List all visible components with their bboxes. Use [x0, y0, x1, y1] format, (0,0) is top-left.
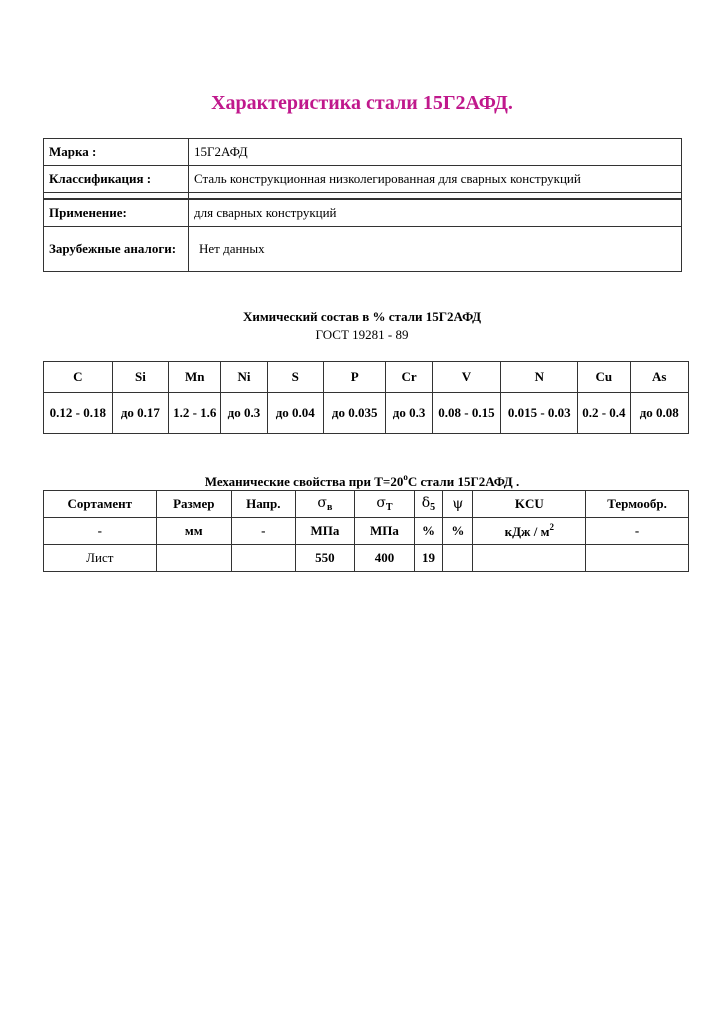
element-n: N	[501, 362, 578, 393]
value-cu: 0.2 - 0.4	[578, 393, 630, 434]
chem-composition-table	[43, 361, 689, 434]
header-direction: Напр.	[231, 491, 295, 518]
classification-row	[44, 166, 682, 193]
element-v: V	[432, 362, 501, 393]
application-row	[44, 199, 682, 227]
data-delta: 19	[414, 545, 442, 572]
data-kcu	[473, 545, 586, 572]
degree-sup: o	[403, 472, 408, 482]
value-mn: 1.2 - 1.6	[169, 393, 221, 434]
sigma-symbol: σ	[317, 495, 327, 511]
header-sigma-b	[295, 491, 355, 518]
unit-sigma-b: МПа	[295, 518, 355, 545]
mech-units-row	[44, 518, 689, 545]
data-sigma-b: 550	[295, 545, 355, 572]
data-direction	[231, 545, 295, 572]
header-heat-treatment: Термообр.	[586, 491, 689, 518]
data-size	[156, 545, 231, 572]
mech-header-row	[44, 491, 689, 518]
value-n: 0.015 - 0.03	[501, 393, 578, 434]
unit-size: мм	[156, 518, 231, 545]
unit-kcu-text: кДж / м	[504, 524, 550, 539]
page-title: Характеристика стали 15Г2АФД.	[211, 92, 513, 114]
analogs-row	[44, 227, 682, 272]
unit-heat-treatment: -	[586, 518, 689, 545]
mech-title-end: С стали 15Г2АФД .	[407, 474, 520, 489]
analogs-value: Нет данных	[189, 227, 682, 272]
value-c: 0.12 - 0.18	[44, 393, 113, 434]
application-value: для сварных конструкций	[189, 199, 682, 227]
element-si: Si	[112, 362, 168, 393]
steel-info-table	[43, 138, 682, 272]
chem-title: Химический состав в % стали 15Г2АФД	[242, 309, 482, 324]
grade-value: 15Г2АФД	[189, 139, 682, 166]
grade-label: Марка :	[44, 139, 189, 166]
mech-properties-table	[43, 490, 689, 572]
header-delta	[414, 491, 442, 518]
chem-values-row	[44, 393, 689, 434]
application-label: Применение:	[44, 199, 189, 227]
element-cu: Cu	[578, 362, 630, 393]
data-psi	[443, 545, 473, 572]
value-s: до 0.04	[267, 393, 323, 434]
unit-psi: %	[443, 518, 473, 545]
value-p: до 0.035	[323, 393, 386, 434]
mech-data-row	[44, 545, 689, 572]
mech-title	[0, 472, 724, 490]
analogs-label: Зарубежные аналоги:	[44, 227, 189, 272]
header-size: Размер	[156, 491, 231, 518]
unit-kcu-sup: 2	[549, 522, 554, 532]
element-p: P	[323, 362, 386, 393]
classification-label: Классификация :	[44, 166, 189, 193]
element-s: S	[267, 362, 323, 393]
unit-direction: -	[231, 518, 295, 545]
chem-header-row	[44, 362, 689, 393]
classification-value: Сталь конструкционная низколегированная для сварных конструкций	[189, 166, 682, 193]
value-ni: до 0.3	[221, 393, 267, 434]
element-as: As	[630, 362, 688, 393]
sigma-t-sub: T	[385, 502, 393, 513]
unit-sortament: -	[44, 518, 157, 545]
unit-sigma-t: МПа	[355, 518, 415, 545]
element-cr: Cr	[386, 362, 432, 393]
element-ni: Ni	[221, 362, 267, 393]
unit-kcu	[473, 518, 586, 545]
value-as: до 0.08	[630, 393, 688, 434]
header-kcu: KCU	[473, 491, 586, 518]
element-c: C	[44, 362, 113, 393]
data-sigma-t: 400	[355, 545, 415, 572]
mech-title-main: Механические свойства при Т=20	[204, 474, 404, 489]
header-sortament: Сортамент	[44, 491, 157, 518]
delta-sub: 5	[430, 502, 436, 513]
grade-row	[44, 139, 682, 166]
data-heat-treatment	[586, 545, 689, 572]
value-v: 0.08 - 0.15	[432, 393, 501, 434]
sigma-symbol: σ	[376, 495, 386, 511]
header-sigma-t	[355, 491, 415, 518]
header-psi	[443, 491, 473, 518]
data-sortament: Лист	[44, 545, 157, 572]
value-cr: до 0.3	[386, 393, 432, 434]
unit-delta: %	[414, 518, 442, 545]
psi-symbol: ψ	[452, 496, 464, 512]
sigma-b-sub: в	[326, 502, 333, 513]
element-mn: Mn	[169, 362, 221, 393]
value-si: до 0.17	[112, 393, 168, 434]
delta-symbol: δ	[421, 495, 431, 511]
chem-standard: ГОСТ 19281 - 89	[315, 327, 409, 342]
